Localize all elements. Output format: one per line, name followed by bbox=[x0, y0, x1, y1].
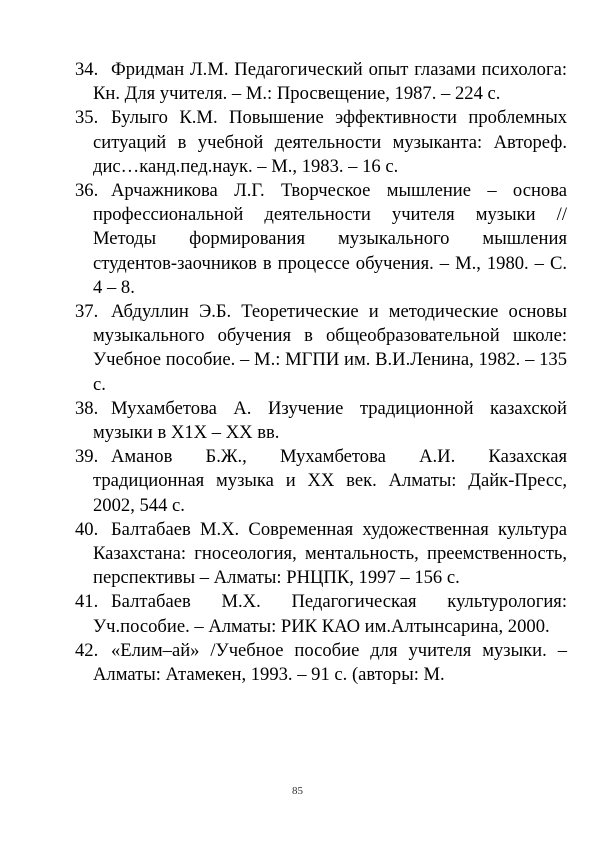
reference-entry bbox=[75, 397, 567, 445]
reference-text: Фридман Л.М. Педагогический опыт глазами психолога: Кн. Для учителя. – М.: Просвещение, 1987. – 224 с. bbox=[93, 59, 567, 105]
reference-entry bbox=[75, 518, 567, 591]
reference-text: «Елим–ай» /Учебное пособие для учителя музыки. – Алматы: Атамекен, 1993. – 91 с. (авторы: М. bbox=[93, 639, 567, 686]
reference-number: 34. bbox=[75, 59, 99, 80]
reference-number: 37. bbox=[75, 301, 99, 323]
reference-text: Арчажникова Л.Г. Творческое мышление – основа профессиональной деятельности учителя музыки // Методы формирования музыкального мышления студентов-заочников в процессе обучения. – М., 1980. – С. 4 – 8. bbox=[93, 180, 567, 298]
reference-entry bbox=[75, 590, 567, 638]
reference-entry bbox=[75, 179, 567, 300]
reference-number: 38. bbox=[75, 397, 99, 419]
reference-entry bbox=[75, 639, 567, 687]
reference-number: 39. bbox=[75, 446, 99, 468]
reference-list bbox=[75, 58, 567, 687]
reference-number: 36. bbox=[75, 180, 99, 202]
page-number: 85 bbox=[292, 785, 303, 797]
reference-text: Абдуллин Э.Б. Теоретические и методические основы музыкального обучения в общеобразовательной школе: Учебное пособие. – М.: МГПИ им. В.И.Ленина, 1982. – 135 с. bbox=[93, 301, 567, 395]
reference-text: Мухамбетова А. Изучение традиционной казахской музыки в Х1Х – ХХ вв. bbox=[93, 397, 567, 444]
reference-entry bbox=[75, 106, 567, 179]
reference-number: 40. bbox=[75, 518, 99, 540]
reference-entry bbox=[75, 58, 567, 106]
reference-text: Балтабаев М.Х. Современная художественная культура Казахстана: гносеология, ментальность, преемственность, перспективы – Алматы: РНЦПК, 1997 – 156 с. bbox=[93, 518, 567, 589]
reference-number: 35. bbox=[75, 107, 99, 129]
reference-entry bbox=[75, 300, 567, 397]
reference-text: Балтабаев М.Х. Педагогическая культурология: Уч.пособие. – Алматы: РИК КАО им.Алтынсарина, 2000. bbox=[93, 591, 567, 637]
reference-number: 42. bbox=[75, 639, 99, 661]
reference-number: 41. bbox=[75, 591, 99, 613]
reference-text: Булыго К.М. Повышение эффективности проблемных ситуаций в учебной деятельности музыканта: Автореф. дис…канд.пед.наук. – М., 1983. – 16 с. bbox=[93, 107, 567, 177]
reference-entry bbox=[75, 445, 567, 518]
reference-text: Аманов Б.Ж., Мухамбетова А.И. Казахская традиционная музыка и ХХ век. Алматы: Дайк-Пресс, 2002, 544 с. bbox=[93, 446, 567, 516]
